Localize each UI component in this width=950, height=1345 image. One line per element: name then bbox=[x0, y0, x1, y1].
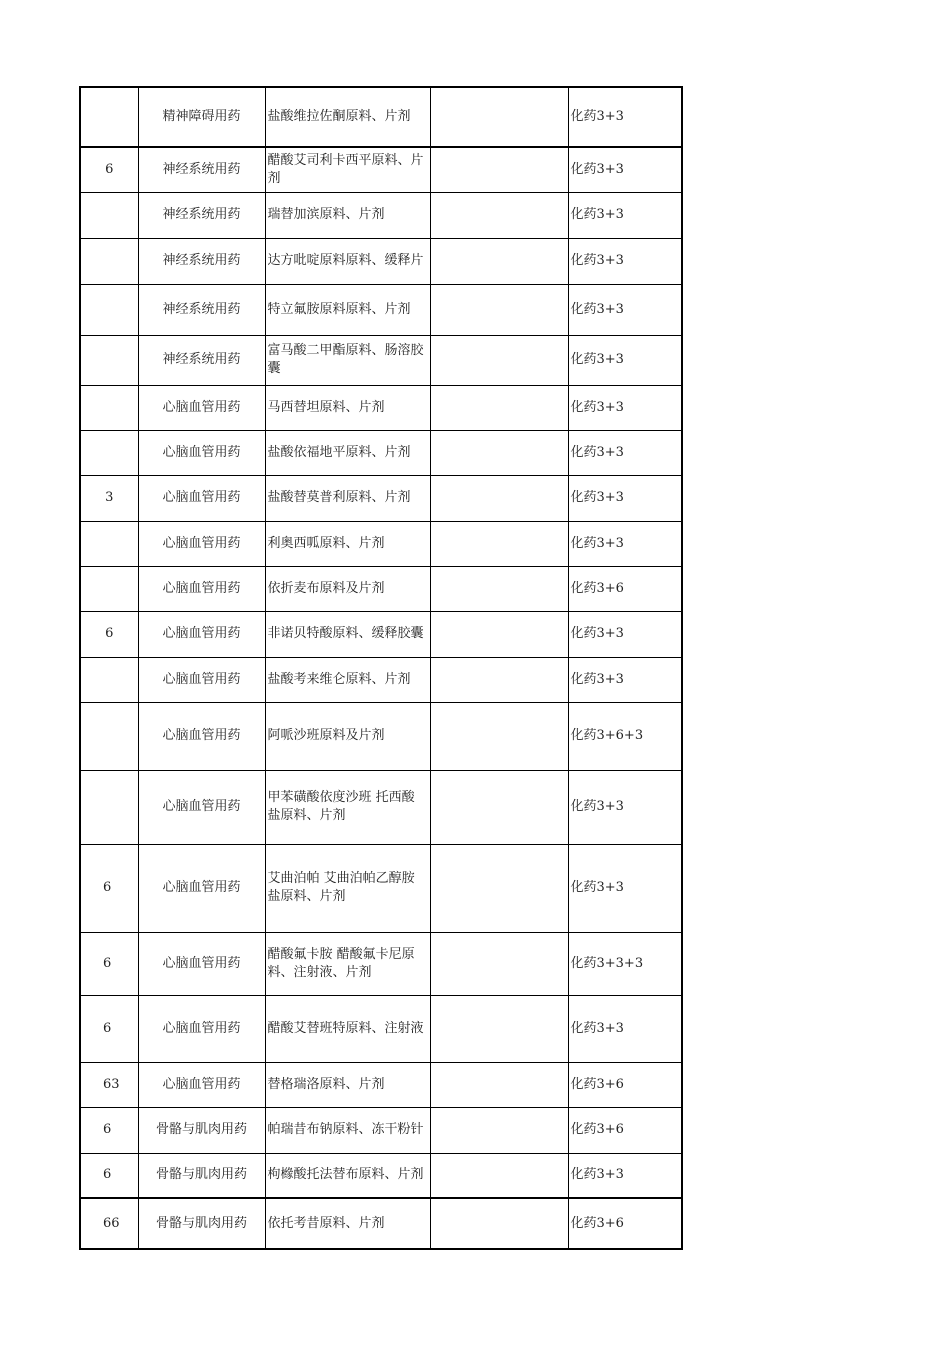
category-cell: 心脑血管用药 bbox=[138, 995, 265, 1062]
note-cell bbox=[430, 192, 568, 238]
registration-type-cell: 化药3+3 bbox=[568, 335, 682, 385]
registration-type-cell: 化药3+3 bbox=[568, 147, 682, 192]
table-row bbox=[80, 192, 682, 238]
table-row bbox=[80, 702, 682, 770]
row-number-cell: 6 bbox=[80, 611, 138, 657]
note-cell bbox=[430, 844, 568, 932]
drug-name-cell: 特立氟胺原料原料、片剂 bbox=[265, 284, 430, 335]
row-number-cell bbox=[80, 521, 138, 566]
category-cell: 心脑血管用药 bbox=[138, 770, 265, 844]
note-cell bbox=[430, 238, 568, 284]
category-cell: 心脑血管用药 bbox=[138, 521, 265, 566]
table-row bbox=[80, 385, 682, 430]
drug-name-cell: 马西替坦原料、片剂 bbox=[265, 385, 430, 430]
category-cell: 神经系统用药 bbox=[138, 192, 265, 238]
note-cell bbox=[430, 430, 568, 475]
row-number-cell: 6 bbox=[80, 844, 138, 932]
registration-type-cell: 化药3+3 bbox=[568, 284, 682, 335]
note-cell bbox=[430, 475, 568, 521]
registration-type-cell: 化药3+3+3 bbox=[568, 932, 682, 995]
drug-name-cell: 艾曲泊帕 艾曲泊帕乙醇胺盐原料、片剂 bbox=[265, 844, 430, 932]
drug-name-cell: 盐酸依福地平原料、片剂 bbox=[265, 430, 430, 475]
row-number-cell: 6 bbox=[80, 932, 138, 995]
drug-name-cell: 盐酸维拉佐酮原料、片剂 bbox=[265, 87, 430, 147]
row-number-cell bbox=[80, 385, 138, 430]
note-cell bbox=[430, 611, 568, 657]
row-number-cell bbox=[80, 566, 138, 611]
note-cell bbox=[430, 702, 568, 770]
category-cell: 心脑血管用药 bbox=[138, 566, 265, 611]
registration-type-cell: 化药3+3 bbox=[568, 1153, 682, 1198]
row-number-cell bbox=[80, 702, 138, 770]
registration-type-cell: 化药3+3 bbox=[568, 87, 682, 147]
note-cell bbox=[430, 1153, 568, 1198]
registration-type-cell: 化药3+3 bbox=[568, 995, 682, 1062]
drug-name-cell: 醋酸艾替班特原料、注射液 bbox=[265, 995, 430, 1062]
category-cell: 心脑血管用药 bbox=[138, 475, 265, 521]
registration-type-cell: 化药3+6 bbox=[568, 1107, 682, 1153]
drug-name-cell: 盐酸替莫普利原料、片剂 bbox=[265, 475, 430, 521]
table-row bbox=[80, 1153, 682, 1198]
registration-type-cell: 化药3+3 bbox=[568, 385, 682, 430]
registration-type-cell: 化药3+3 bbox=[568, 521, 682, 566]
category-cell: 心脑血管用药 bbox=[138, 611, 265, 657]
table-row bbox=[80, 87, 682, 147]
registration-type-cell: 化药3+3 bbox=[568, 430, 682, 475]
drug-name-cell: 盐酸考来维仑原料、片剂 bbox=[265, 657, 430, 702]
table-row bbox=[80, 932, 682, 995]
table-row bbox=[80, 995, 682, 1062]
drug-name-cell: 替格瑞洛原料、片剂 bbox=[265, 1062, 430, 1107]
drug-name-cell: 醋酸氟卡胺 醋酸氟卡尼原料、注射液、片剂 bbox=[265, 932, 430, 995]
table-row bbox=[80, 335, 682, 385]
category-cell: 心脑血管用药 bbox=[138, 932, 265, 995]
category-cell: 心脑血管用药 bbox=[138, 385, 265, 430]
row-number-cell bbox=[80, 238, 138, 284]
category-cell: 神经系统用药 bbox=[138, 147, 265, 192]
drug-name-cell: 利奥西呱原料、片剂 bbox=[265, 521, 430, 566]
row-number-cell: 6 bbox=[80, 995, 138, 1062]
table-row bbox=[80, 611, 682, 657]
registration-type-cell: 化药3+3 bbox=[568, 657, 682, 702]
table-row bbox=[80, 475, 682, 521]
drug-name-cell: 达方吡啶原料原料、缓释片 bbox=[265, 238, 430, 284]
registration-type-cell: 化药3+6 bbox=[568, 566, 682, 611]
row-number-cell bbox=[80, 657, 138, 702]
note-cell bbox=[430, 284, 568, 335]
table-row bbox=[80, 657, 682, 702]
row-number-cell bbox=[80, 770, 138, 844]
registration-type-cell: 化药3+3 bbox=[568, 770, 682, 844]
category-cell: 心脑血管用药 bbox=[138, 430, 265, 475]
drug-name-cell: 富马酸二甲酯原料、肠溶胶囊 bbox=[265, 335, 430, 385]
registration-type-cell: 化药3+3 bbox=[568, 611, 682, 657]
row-number-cell: 6 bbox=[80, 147, 138, 192]
table-row bbox=[80, 238, 682, 284]
drug-name-cell: 依折麦布原料及片剂 bbox=[265, 566, 430, 611]
row-number-cell: 66 bbox=[80, 1198, 138, 1249]
drug-name-cell: 甲苯磺酸依度沙班 托西酸盐原料、片剂 bbox=[265, 770, 430, 844]
category-cell: 心脑血管用药 bbox=[138, 702, 265, 770]
row-number-cell bbox=[80, 284, 138, 335]
category-cell: 骨骼与肌肉用药 bbox=[138, 1107, 265, 1153]
note-cell bbox=[430, 995, 568, 1062]
category-cell: 心脑血管用药 bbox=[138, 1062, 265, 1107]
registration-type-cell: 化药3+6+3 bbox=[568, 702, 682, 770]
note-cell bbox=[430, 657, 568, 702]
category-cell: 神经系统用药 bbox=[138, 335, 265, 385]
row-number-cell bbox=[80, 335, 138, 385]
note-cell bbox=[430, 1062, 568, 1107]
table-row bbox=[80, 566, 682, 611]
table-row bbox=[80, 1062, 682, 1107]
drug-name-cell: 瑞替加滨原料、片剂 bbox=[265, 192, 430, 238]
registration-type-cell: 化药3+3 bbox=[568, 844, 682, 932]
drug-name-cell: 醋酸艾司利卡西平原料、片剂 bbox=[265, 147, 430, 192]
table-row bbox=[80, 770, 682, 844]
registration-type-cell: 化药3+6 bbox=[568, 1198, 682, 1249]
note-cell bbox=[430, 87, 568, 147]
row-number-cell: 3 bbox=[80, 475, 138, 521]
note-cell bbox=[430, 521, 568, 566]
note-cell bbox=[430, 566, 568, 611]
table-row bbox=[80, 1198, 682, 1249]
row-number-cell bbox=[80, 430, 138, 475]
note-cell bbox=[430, 1107, 568, 1153]
table-row bbox=[80, 521, 682, 566]
note-cell bbox=[430, 932, 568, 995]
row-number-cell: 6 bbox=[80, 1153, 138, 1198]
drug-name-cell: 枸橼酸托法替布原料、片剂 bbox=[265, 1153, 430, 1198]
note-cell bbox=[430, 770, 568, 844]
category-cell: 神经系统用药 bbox=[138, 284, 265, 335]
registration-type-cell: 化药3+3 bbox=[568, 238, 682, 284]
registration-type-cell: 化药3+3 bbox=[568, 475, 682, 521]
row-number-cell bbox=[80, 87, 138, 147]
table-row bbox=[80, 147, 682, 192]
drug-table-body bbox=[80, 87, 682, 1249]
note-cell bbox=[430, 335, 568, 385]
category-cell: 心脑血管用药 bbox=[138, 844, 265, 932]
category-cell: 神经系统用药 bbox=[138, 238, 265, 284]
table-row bbox=[80, 1107, 682, 1153]
note-cell bbox=[430, 385, 568, 430]
note-cell bbox=[430, 1198, 568, 1249]
table-row bbox=[80, 430, 682, 475]
category-cell: 精神障碍用药 bbox=[138, 87, 265, 147]
note-cell bbox=[430, 147, 568, 192]
drug-name-cell: 非诺贝特酸原料、缓释胶囊 bbox=[265, 611, 430, 657]
registration-type-cell: 化药3+6 bbox=[568, 1062, 682, 1107]
drug-table bbox=[79, 86, 683, 1250]
table-row bbox=[80, 844, 682, 932]
row-number-cell: 63 bbox=[80, 1062, 138, 1107]
drug-name-cell: 阿哌沙班原料及片剂 bbox=[265, 702, 430, 770]
category-cell: 骨骼与肌肉用药 bbox=[138, 1153, 265, 1198]
row-number-cell: 6 bbox=[80, 1107, 138, 1153]
category-cell: 骨骼与肌肉用药 bbox=[138, 1198, 265, 1249]
drug-name-cell: 帕瑞昔布钠原料、冻干粉针 bbox=[265, 1107, 430, 1153]
registration-type-cell: 化药3+3 bbox=[568, 192, 682, 238]
row-number-cell bbox=[80, 192, 138, 238]
table-row bbox=[80, 284, 682, 335]
category-cell: 心脑血管用药 bbox=[138, 657, 265, 702]
drug-name-cell: 依托考昔原料、片剂 bbox=[265, 1198, 430, 1249]
